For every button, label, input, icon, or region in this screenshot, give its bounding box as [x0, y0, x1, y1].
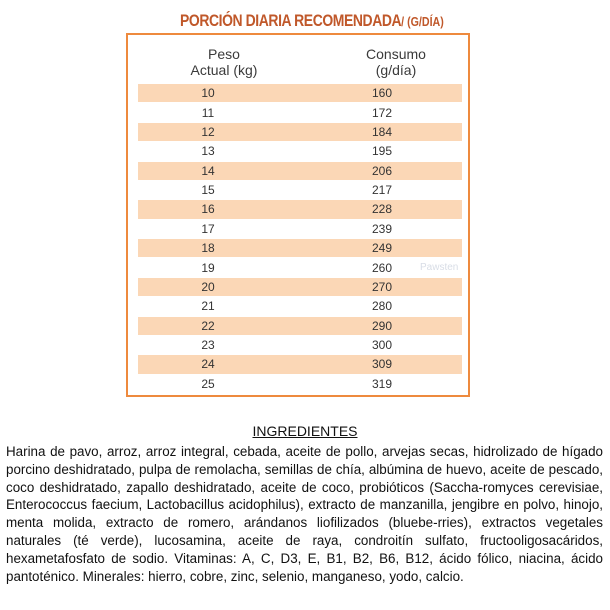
weight-cell: 19	[201, 260, 215, 275]
header-weight-line1: Peso	[208, 46, 240, 62]
ingredients-text: Harina de pavo, arroz, arroz integral, cebada, aceite de pollo, arvejas secas, hidrolizado de hígado porcino deshidratado, pulpa de remolacha, semillas de chía, albúmina de huevo, aceite de pescado, coco deshidratado, zapallo deshidratado, aceite de coco, probióticos (Saccha-romyces cerevisiae, Enterococcus faecium, Lactobacillus acidophilus), extracto de manzanilla, jengibre en polvo, hinojo, menta molida, extracto de romero, arándanos liofilizados (bluebe-rries), extractos vegetales naturales (té verde), lucosamina, aceite de raya, condroitín sulfato, fructooligosacáridos, hexametafosfato de sodio. Vitaminas: A, C, D3, E, B1, B2, B6, B12, ácido fólico, niacina, ácido pantoténico. Minerales: hierro, cobre, zinc, selenio, manganeso, yodo, calcio.	[6, 444, 603, 584]
header-weight-line2: Actual (kg)	[190, 62, 258, 78]
intake-cell: 300	[371, 338, 393, 353]
intake-cell: 172	[371, 105, 393, 120]
table-row	[138, 162, 462, 181]
header-intake-line1: Consumo	[366, 46, 426, 62]
table-row	[138, 239, 462, 258]
intake-cell: 184	[371, 124, 393, 139]
table-row	[138, 181, 462, 200]
weight-cell: 24	[201, 357, 215, 372]
table-row	[138, 103, 462, 122]
intake-cell: 249	[371, 241, 393, 256]
table-row	[138, 336, 462, 355]
table-row	[138, 375, 462, 394]
table-row	[138, 123, 462, 142]
weight-cell: 20	[201, 279, 215, 294]
header-intake	[306, 46, 486, 78]
ingredients-heading: INGREDIENTES	[252, 423, 358, 439]
intake-cell: 290	[371, 318, 393, 333]
intake-cell: 239	[371, 221, 393, 236]
weight-cell: 13	[201, 144, 215, 159]
page-title-main: PORCIÓN DIARIA RECOMENDADA	[180, 11, 402, 30]
weight-cell: 18	[201, 241, 215, 256]
table-row	[138, 200, 462, 219]
table-row	[138, 84, 462, 103]
page-title	[180, 11, 444, 31]
table-row	[138, 220, 462, 239]
table-row	[138, 142, 462, 161]
intake-cell: 228	[371, 202, 393, 217]
intake-cell: 319	[371, 376, 393, 391]
page-title-unit: / (G/DÍA)	[401, 14, 444, 29]
weight-cell: 10	[201, 86, 215, 101]
weight-cell: 23	[201, 338, 215, 353]
intake-cell: 160	[371, 86, 393, 101]
table-row	[138, 297, 462, 316]
weight-cell: 14	[201, 163, 215, 178]
table-body	[138, 84, 462, 394]
weight-cell: 11	[201, 105, 215, 120]
intake-cell: 309	[371, 357, 393, 372]
header-intake-line2: (g/día)	[375, 62, 417, 78]
weight-cell: 22	[201, 318, 215, 333]
weight-cell: 21	[201, 299, 215, 314]
intake-cell: 195	[371, 144, 393, 159]
table-row	[138, 258, 462, 277]
header-weight	[138, 46, 310, 78]
intake-cell: 206	[371, 163, 393, 178]
intake-cell: 280	[371, 299, 393, 314]
table-header	[128, 35, 468, 84]
table-row	[138, 355, 462, 374]
table-row	[138, 278, 462, 297]
intake-cell: 270	[371, 279, 393, 294]
weight-cell: 17	[201, 221, 215, 236]
table-row	[138, 317, 462, 336]
watermark: Pawsten	[420, 262, 459, 273]
feeding-table	[126, 33, 470, 397]
weight-cell: 15	[201, 183, 215, 198]
weight-cell: 16	[201, 202, 215, 217]
weight-cell: 12	[201, 124, 215, 139]
intake-cell: 217	[371, 183, 393, 198]
intake-cell: 260	[371, 260, 393, 275]
weight-cell: 25	[201, 376, 215, 391]
